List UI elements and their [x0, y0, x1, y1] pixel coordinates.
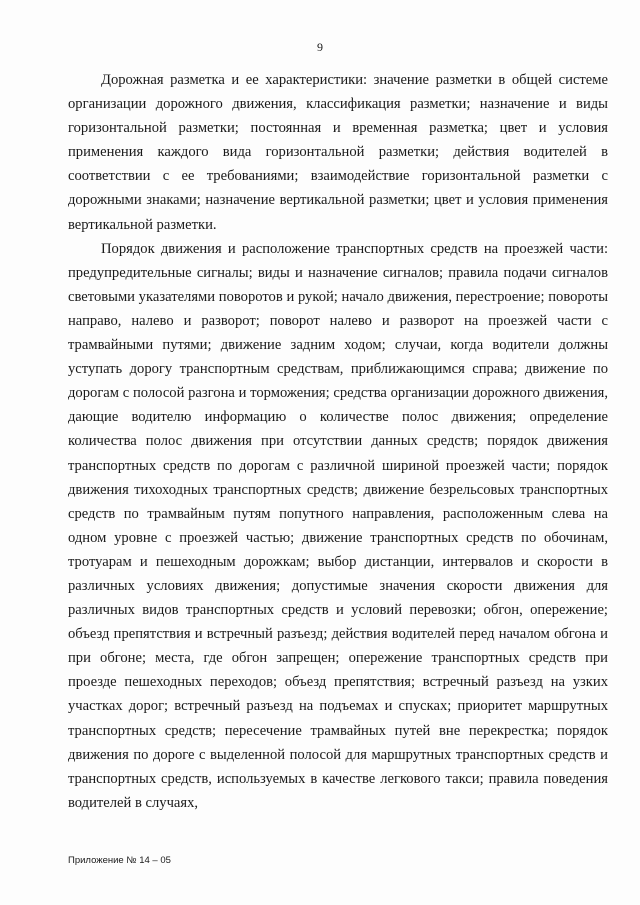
- paragraph-road-marking: Дорожная разметка и ее характеристики: значение разметки в общей системе организации дорожного движения, классификация разметки; назначение и виды горизонтальной разметки; постоянная и временная разметка; цвет и условия применения каждого вида горизонтальной разметки; действия водителей в соответствии с ее требованиями; взаимодействие горизонтальной разметки с дорожными знаками; назначение вертикальной разметки; цвет и условия применения вертикальной разметки.: [68, 72, 608, 233]
- paragraph-traffic-order: Порядок движения и расположение транспортных средств на проезжей части: предупредительные сигналы; виды и назначение сигналов; правила подачи сигналов световыми указателями поворотов и рукой; начало движения, перестроение; повороты направо, налево и разворот; поворот налево и разворот на проезжей части с трамвайными путями; движение задним ходом; случаи, когда водители должны уступать дорогу транспортным средствам, приближающимся справа; движение по дорогам с полосой разгона и торможения; средства организации дорожного движения, дающие водителю информацию о количестве полос движения; определение количества полос движения при отсутствии данных средств; порядок движения транспортных средств по дорогам с различной шириной проезжей части; порядок движения тихоходных транспортных средств; движение безрельсовых транспортных средств по трамвайным путям попутного направления, расположенным слева на одном уровне с проезжей частью; движение транспортных средств по обочинам, тротуарам и пешеходным дорожкам; выбор дистанции, интервалов и скорости в различных условиях движения; допустимые значения скорости движения для различных видов транспортных средств и условий перевозки; обгон, опережение; объезд препятствия и встречный разъезд; действия водителей перед началом обгона и при обгоне; места, где обгон запрещен; опережение транспортных средств при проезде пешеходных переходов; объезд препятствия; встречный разъезд на узких участках дорог; встречный разъезд на подъемах и спусках; приоритет маршрутных транспортных средств; пересечение трамвайных путей вне перекрестка; порядок движения по дороге с выделенной полосой для маршрутных транспортных средств и транспортных средств, используемых в качестве легкового такси; правила поведения водителей в случаях,: [68, 240, 608, 811]
- body-text: [68, 68, 608, 815]
- page-number: 9: [317, 40, 323, 54]
- footer-appendix-label: Приложение № 14 – 05: [68, 855, 171, 866]
